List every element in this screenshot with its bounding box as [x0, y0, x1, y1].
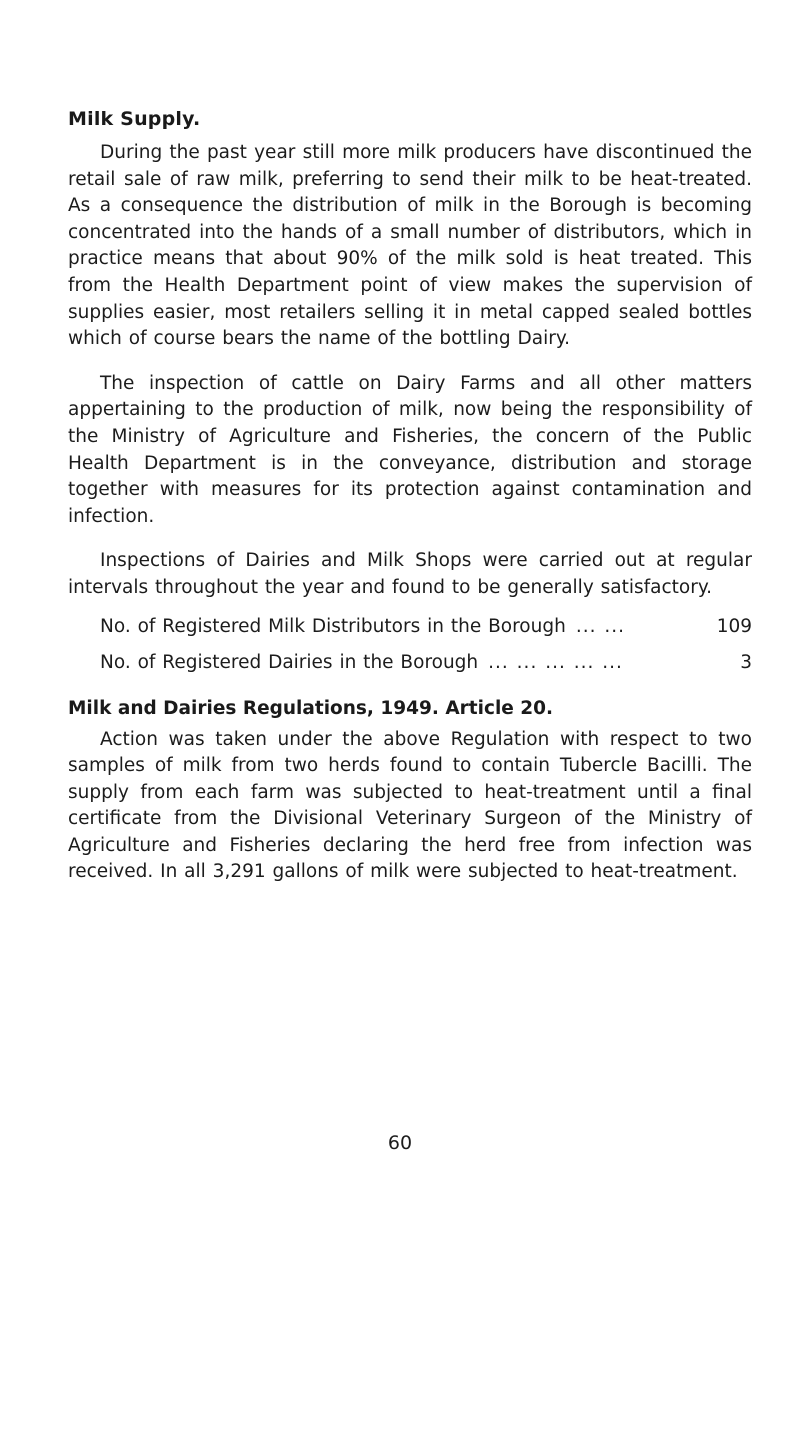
leader-dots: ... ... — [575, 615, 625, 637]
stat-label: No. of Registered Milk Distributors in the Borough — [100, 615, 566, 637]
stat-value: 109 — [716, 615, 752, 637]
stat-value: 3 — [740, 651, 752, 673]
stat-label: No. of Registered Dairies in the Borough — [100, 651, 479, 673]
paragraph-dairy-inspections: Inspections of Dairies and Milk Shops were carried out at regular intervals throughout the year and found to be generally satisfactory. — [68, 550, 752, 598]
stat-row-distributors — [100, 614, 752, 640]
paragraph-regulations-action: Action was taken under the above Regulation with respect to two samples of milk from two herds found to contain Tubercle Bacilli. The supply from each farm was subjected to heat-treatment until a final certificate from the Divisional Veterinary Surgeon of the Ministry of Agriculture and Fisheries declaring the herd free from infection was received. In all 3,291 gallons of milk were subjected to heat-treatment. — [68, 728, 752, 883]
section-title: Milk Supply. — [68, 108, 201, 130]
stat-row-dairies — [100, 650, 752, 676]
paragraph-milk-distribution: During the past year still more milk producers have discontinued the retail sale of raw milk, preferring to send their milk to be heat-treated. As a consequence the distribution of milk in the Borough is becoming concentrated into the hands of a small number of distributors, which in practice means that about 90% of the milk sold is heat treated. This from the Health Department point of view makes the supervision of supplies easier, most retailers selling it in metal capped sealed bottles which of course bears the name of the bottling Dairy. — [68, 142, 752, 350]
regulations-title: Milk and Dairies Regulations, 1949. Article 20. — [68, 697, 554, 719]
leader-dots: ... ... ... ... ... — [488, 651, 623, 673]
page-number: 60 — [387, 1132, 413, 1154]
paragraph-cattle-inspection: The inspection of cattle on Dairy Farms and all other matters appertaining to the production of milk, now being the responsibility of the Ministry of Agriculture and Fisheries, the concern of the Public Health Department is in the conveyance, distribution and storage together with measures for its protection against contamination and infection. — [68, 372, 752, 527]
document-body — [68, 108, 752, 904]
